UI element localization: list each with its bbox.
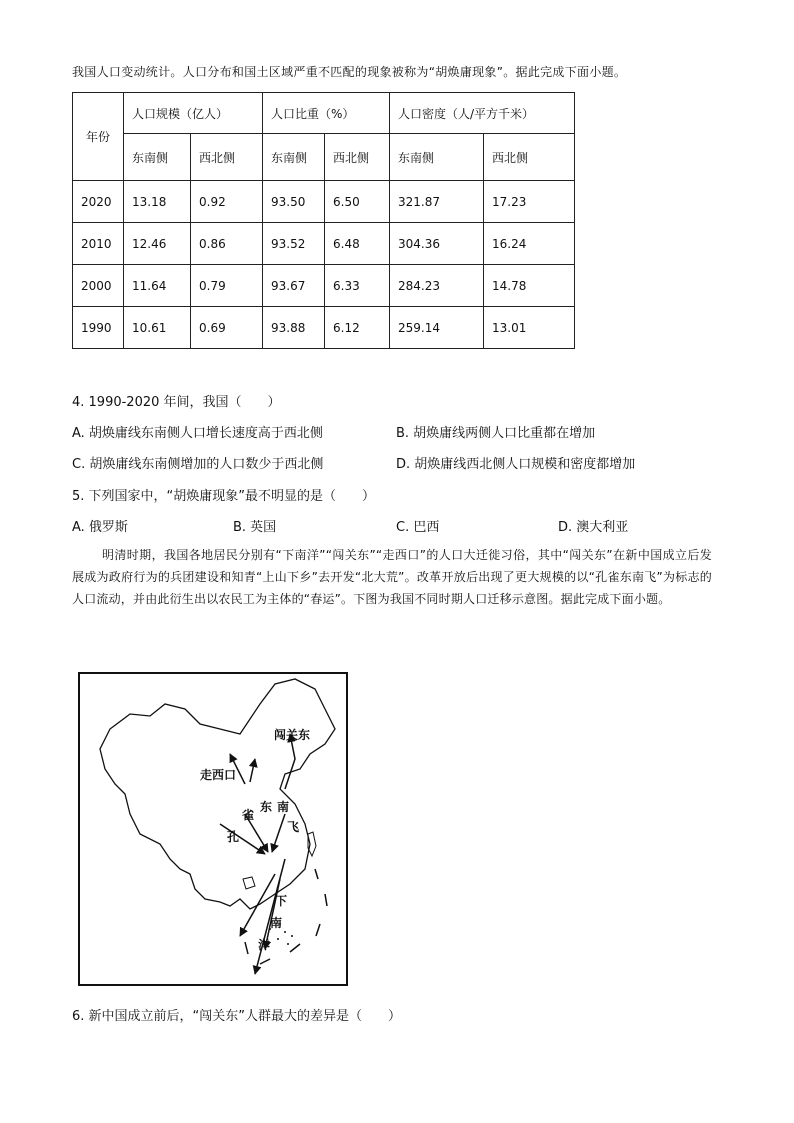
group-header-density: 人口密度（人/平方千米） — [390, 93, 575, 134]
table-cell: 16.24 — [484, 223, 575, 265]
table-cell: 0.79 — [191, 265, 263, 307]
table-cell: 6.12 — [325, 307, 390, 349]
label-fei: 飞 — [287, 820, 300, 834]
label-que: 雀 — [242, 808, 255, 822]
year-cell: 2010 — [73, 223, 124, 265]
population-table — [72, 92, 575, 349]
question-5-stem: 5. 下列国家中，“胡焕庸现象”最不明显的是（ ） — [72, 489, 376, 504]
table-cell: 304.36 — [390, 223, 484, 265]
migration-map — [78, 672, 348, 986]
group-header-share: 人口比重（%） — [263, 93, 390, 134]
table-cell: 93.67 — [263, 265, 325, 307]
question-5-option-c[interactable]: C. 巴西 — [396, 520, 440, 535]
sub-header: 东南侧 — [263, 134, 325, 181]
question-4-option-b[interactable]: B. 胡焕庸线两侧人口比重都在增加 — [396, 426, 596, 441]
table-cell: 0.86 — [191, 223, 263, 265]
table-cell: 14.78 — [484, 265, 575, 307]
sub-header: 东南侧 — [390, 134, 484, 181]
table-cell: 93.88 — [263, 307, 325, 349]
table-cell: 10.61 — [124, 307, 191, 349]
sub-header: 西北侧 — [191, 134, 263, 181]
table-row — [73, 181, 575, 223]
passage-text: 明清时期，我国各地居民分别有“下南洋”“闯关东”“走西口”的人口大迁徙习俗，其中“闯关东”在新中国成立后发展成为政府行为的兵团建设和知青“上山下乡”去开发“北大荒”。改革开放后出现了更大规模的以“孔雀东南飞”为标志的人口流动，并由此衍生出以农民工为主体的“春运”。下图为我国不同时期人口迁移示意图。据此完成下面小题。 — [72, 548, 712, 606]
table-cell: 13.18 — [124, 181, 191, 223]
table-cell: 17.23 — [484, 181, 575, 223]
table-cell: 12.46 — [124, 223, 191, 265]
year-header: 年份 — [73, 93, 124, 181]
question-5-option-b[interactable]: B. 英国 — [233, 520, 277, 535]
question-5-option-a[interactable]: A. 俄罗斯 — [72, 520, 128, 535]
hainan-island — [243, 877, 255, 889]
sub-header: 西北侧 — [325, 134, 390, 181]
question-5-option-d[interactable]: D. 澳大利亚 — [558, 520, 629, 535]
arrow-kongque-3 — [272, 814, 285, 852]
label-dong: 东 — [260, 800, 273, 814]
label-yang: 洋 — [258, 938, 271, 952]
table-row — [73, 307, 575, 349]
question-6-stem: 6. 新中国成立前后，“闯关东”人群最大的差异是（ ） — [72, 1009, 402, 1024]
table-row — [73, 223, 575, 265]
table-cell: 321.87 — [390, 181, 484, 223]
label-nan-2: 南 — [270, 916, 283, 930]
label-zouxikou: 走西口 — [200, 768, 237, 782]
taiwan-island — [308, 832, 316, 856]
label-kong: 孔 — [227, 830, 240, 844]
table-cell: 6.48 — [325, 223, 390, 265]
table-cell: 6.50 — [325, 181, 390, 223]
table-cell: 93.52 — [263, 223, 325, 265]
china-outline — [100, 679, 335, 909]
label-chuangguandong: 闯关东 — [274, 728, 311, 742]
table-cell: 0.92 — [191, 181, 263, 223]
question-4-stem: 4. 1990-2020 年间，我国（ ） — [72, 395, 281, 410]
group-header-scale: 人口规模（亿人） — [124, 93, 263, 134]
label-nan-1: 南 — [277, 800, 290, 814]
arrow-zouxikou-2 — [250, 759, 255, 782]
china-map-outline — [80, 674, 346, 984]
table-cell: 11.64 — [124, 265, 191, 307]
table-cell: 259.14 — [390, 307, 484, 349]
table-cell: 284.23 — [390, 265, 484, 307]
table-row — [73, 265, 575, 307]
table-cell: 0.69 — [191, 307, 263, 349]
question-4-option-c[interactable]: C. 胡焕庸线东南侧增加的人口数少于西北侧 — [72, 457, 324, 472]
question-4-option-d[interactable]: D. 胡焕庸线西北侧人口规模和密度都增加 — [396, 457, 636, 472]
year-cell: 2020 — [73, 181, 124, 223]
sub-header: 西北侧 — [484, 134, 575, 181]
sub-header: 东南侧 — [124, 134, 191, 181]
intro-text: 我国人口变动统计。人口分布和国土区域严重不匹配的现象被称为“胡焕庸现象”。据此完成下面小题。 — [72, 65, 627, 79]
year-cell: 2000 — [73, 265, 124, 307]
question-4-option-a[interactable]: A. 胡焕庸线东南侧人口增长速度高于西北侧 — [72, 426, 323, 441]
table-cell: 93.50 — [263, 181, 325, 223]
table-cell: 6.33 — [325, 265, 390, 307]
table-cell: 13.01 — [484, 307, 575, 349]
label-xia: 下 — [275, 894, 288, 908]
year-cell: 1990 — [73, 307, 124, 349]
